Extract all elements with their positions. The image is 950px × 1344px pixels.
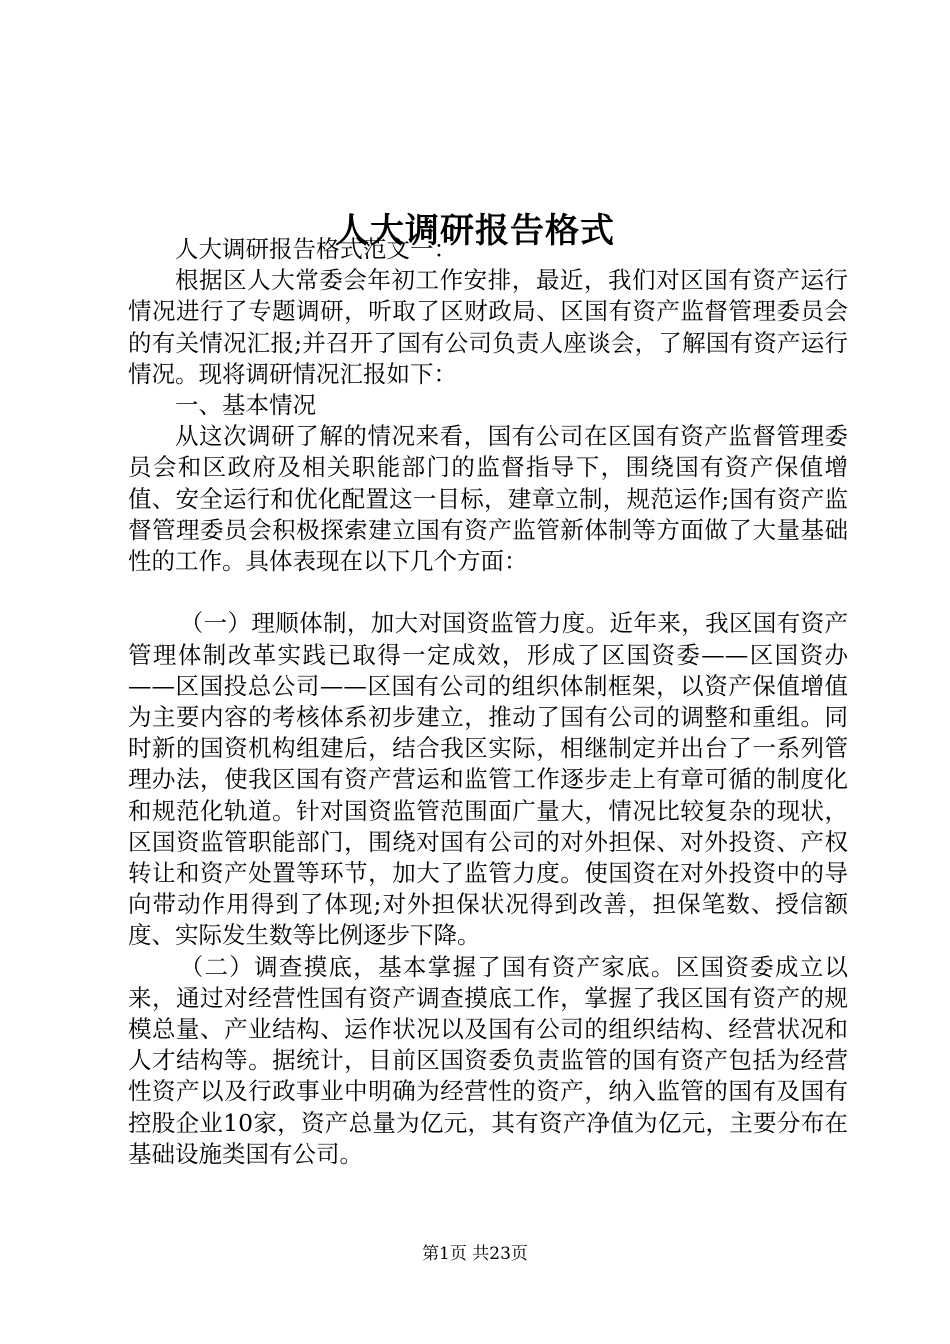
paragraph-overview: 从这次调研了解的情况来看，国有公司在区国有资产监督管理委员会和区政府及相关职能部门的监督指导下，围绕国有资产保值增值、安全运行和优化配置这一目标，建章立制，规范运作;国有资产监督管理委员会积极探索建立国有资产监管新体制等方面做了大量基础性的工作。具体表现在以下几个方面： bbox=[128, 422, 848, 576]
document-title: 人大调研报告格式 bbox=[335, 210, 615, 251]
paragraph-background: 根据区人大常委会年初工作安排，最近，我们对区国有资产运行情况进行了专题调研，听取了区财政局、区国有资产监督管理委员会的有关情况汇报;并召开了国有公司负责人座谈会，了解国有资产运行情况。现将调研情况汇报如下： bbox=[128, 266, 848, 388]
paragraph-point-1: （一）理顺体制，加大对国资监管力度。近年来，我区国有资产管理体制改革实践已取得一定成效，形成了区国资委——区国资办——区国投总公司——区国有公司的组织体制框架，以资产保值增值为主要内容的考核体系初步建立，推动了国有公司的调整和重组。同时新的国资机构组建后，结合我区实际，相继制定并出台了一系列管理办法，使我区国有资产营运和监管工作逐步走上有章可循的制度化和规范化轨道。针对国资监管范围面广量大，情况比较复杂的现状，区国资监管职能部门，围绕对国有公司的对外担保、对外投资、产权转让和资产处置等环节，加大了监管力度。使国资在对外投资中的导向带动作用得到了体现;对外担保状况得到改善，担保笔数、授信额度、实际发生数等比例逐步下降。 bbox=[128, 609, 848, 950]
paragraph-point-2: （二）调查摸底，基本掌握了国有资产家底。区国资委成立以来，通过对经营性国有资产调查摸底工作，掌握了我区国有资产的规模总量、产业结构、运作状况以及国有公司的组织结构、经营状况和人才结构等。据统计，目前区国资委负责监管的国有资产包括为经营性资产以及行政事业中明确为经营性的资产，纳入监管的国有及国有控股企业10家，资产总量为亿元，其有资产净值为亿元，主要分布在基础设施类国有公司。 bbox=[128, 952, 848, 1168]
paragraph-intro: 人大调研报告格式范文一： bbox=[175, 235, 457, 263]
document-body bbox=[128, 234, 848, 1170]
section-heading-basic: 一、基本情况 bbox=[175, 391, 316, 420]
page-indicator: 第1页 共23页 bbox=[422, 1244, 528, 1264]
